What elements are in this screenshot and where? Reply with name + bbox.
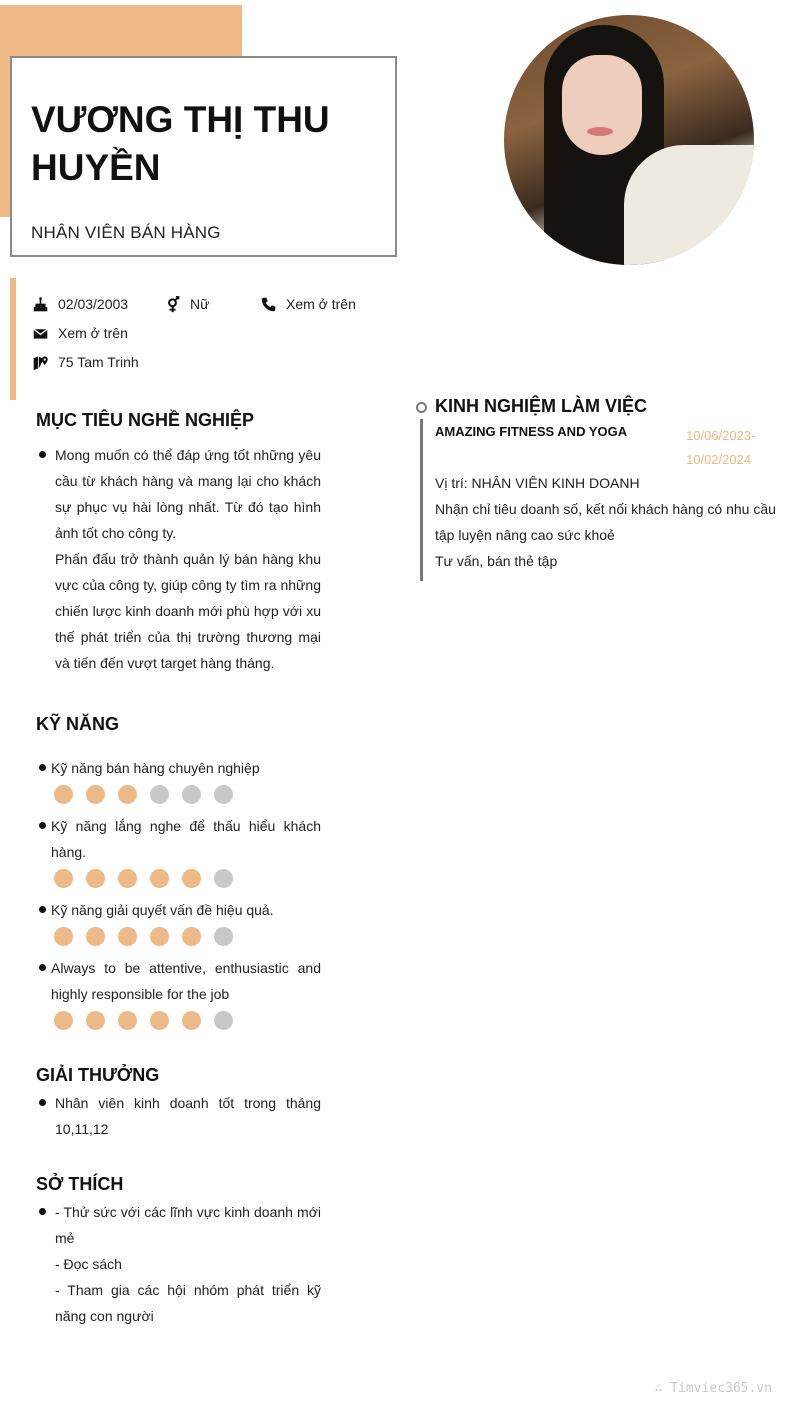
skill-label: Always to be attentive, enthusiastic and highly responsible for the job	[36, 955, 321, 1007]
rating-dot-empty	[150, 785, 169, 804]
rating-dot-filled	[54, 869, 73, 888]
skill-label: Kỹ năng giải quyết vấn đề hiệu quả.	[36, 897, 321, 923]
rating-dot-filled	[86, 869, 105, 888]
objective-paragraph: Mong muốn có thể đáp ứng tốt những yêu cầu từ khách hàng và mang lại cho khách sự phục vụ hài lòng nhất. Từ đó tạo hình ảnh tốt cho công ty.	[55, 447, 321, 541]
skill-rating	[54, 1011, 321, 1030]
rating-dot-filled	[150, 1011, 169, 1030]
rating-dot-filled	[182, 1011, 201, 1030]
rating-dot-empty	[182, 785, 201, 804]
rating-dot-filled	[182, 869, 201, 888]
rating-dot-filled	[86, 785, 105, 804]
gender-value: Nữ	[190, 296, 210, 312]
awards-title: GIẢI THƯỞNG	[36, 1065, 160, 1085]
full-name: VƯƠNG THỊ THU HUYỀN	[31, 99, 330, 188]
contact-gender	[162, 295, 209, 313]
rating-dot-filled	[182, 927, 201, 946]
rating-dot-filled	[118, 785, 137, 804]
objective-title: MỤC TIÊU NGHỀ NGHIỆP	[36, 410, 255, 430]
rating-dot-filled	[118, 869, 137, 888]
skill-label: Kỹ năng lắng nghe để thấu hiểu khách hàng.	[36, 813, 321, 865]
phone-icon	[258, 295, 278, 313]
address-value: 75 Tam Trinh	[58, 354, 139, 370]
rating-dot-filled	[54, 1011, 73, 1030]
award-item: Nhân viên kinh doanh tốt trong tháng 10,11,12	[55, 1095, 321, 1137]
rating-dot-filled	[54, 927, 73, 946]
skill-rating	[54, 927, 321, 946]
hobby-item: - Thử sức với các lĩnh vực kinh doanh mới mẻ	[55, 1204, 321, 1246]
contact-address	[30, 353, 139, 371]
rating-dot-empty	[214, 869, 233, 888]
experience-line: Nhận chỉ tiêu doanh số, kết nối khách hàng có nhu cầu tập luyện nâng cao sức khoẻ	[435, 501, 776, 543]
hobby-item: - Đọc sách	[55, 1256, 122, 1272]
experience-company: AMAZING FITNESS AND YOGA	[435, 424, 628, 439]
contact-email	[30, 324, 128, 342]
birthday-cake-icon	[30, 295, 50, 313]
rating-dot-filled	[118, 927, 137, 946]
experience-body	[435, 470, 780, 574]
experience-date-end: 10/02/2024	[686, 452, 752, 467]
rating-dot-empty	[214, 1011, 233, 1030]
rating-dot-empty	[214, 785, 233, 804]
watermark: ∴ Timviec365.vn	[654, 1381, 772, 1396]
email-value: Xem ở trên	[58, 325, 128, 341]
rating-dot-empty	[214, 927, 233, 946]
experience-line: Vị trí: NHÂN VIÊN KINH DOANH	[435, 475, 640, 491]
skill-rating	[54, 785, 321, 804]
hobby-item: - Tham gia các hội nhóm phát triển kỹ năng con người	[55, 1282, 321, 1324]
contact-phone	[258, 295, 356, 313]
rating-dot-filled	[150, 869, 169, 888]
experience-date-start: 10/06/2023-	[686, 428, 756, 443]
rating-dot-filled	[118, 1011, 137, 1030]
map-pin-icon	[30, 353, 50, 371]
contact-accent-bar	[10, 278, 16, 400]
skill-label: Kỹ năng bán hàng chuyên nghiệp	[36, 755, 321, 781]
phone-value: Xem ở trên	[286, 296, 356, 312]
skill-item	[36, 755, 321, 804]
experience-line: Tư vấn, bán thẻ tập	[435, 553, 558, 569]
skill-rating	[54, 869, 321, 888]
contact-birthday	[30, 295, 128, 313]
rating-dot-filled	[150, 927, 169, 946]
avatar	[504, 15, 754, 265]
experience-title: KINH NGHIỆM LÀM VIỆC	[435, 396, 648, 416]
timeline-line	[420, 419, 423, 581]
hobbies-title: SỞ THÍCH	[36, 1174, 124, 1194]
objective-text	[55, 442, 321, 676]
skill-item	[36, 813, 321, 888]
rating-dot-filled	[86, 1011, 105, 1030]
skill-item	[36, 897, 321, 946]
rating-dot-filled	[86, 927, 105, 946]
awards-text	[55, 1090, 321, 1142]
birthday-value: 02/03/2003	[58, 296, 129, 312]
hobbies-text	[55, 1199, 321, 1329]
timeline-circle	[416, 402, 427, 413]
objective-paragraph: Phấn đấu trở thành quản lý bán hàng khu vực của công ty, giúp công ty tìm ra những chiến lược kinh doanh mới phù hợp với xu thế phát triển của thị trường thương mại và tiến đến vượt target hàng tháng.	[55, 551, 321, 671]
experience-date	[686, 424, 776, 472]
rating-dot-filled	[54, 785, 73, 804]
gender-icon	[162, 295, 182, 313]
name-box	[10, 56, 397, 257]
envelope-icon	[30, 324, 50, 342]
skills-title: KỸ NĂNG	[36, 714, 120, 734]
skill-item	[36, 955, 321, 1030]
job-title: NHÂN VIÊN BÁN HÀNG	[31, 223, 221, 242]
